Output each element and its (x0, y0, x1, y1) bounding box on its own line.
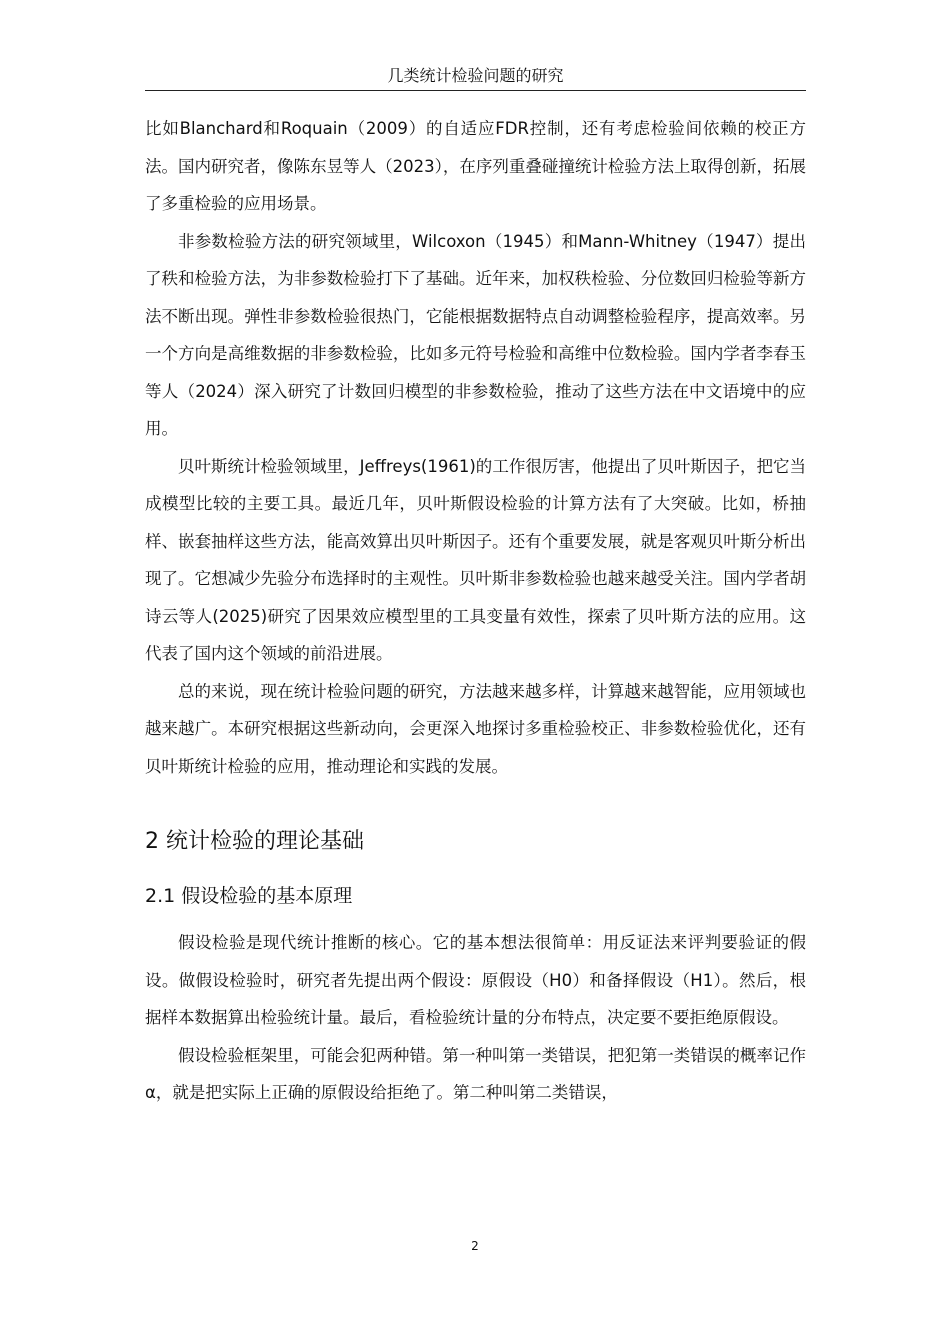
running-header: 几类统计检验问题的研究 (145, 64, 806, 91)
paragraph-nonparametric: 非参数检验方法的研究领域里，Wilcoxon（1945）和Mann-Whitney（1947）提出了秩和检验方法，为非参数检验打下了基础。近年来，加权秩检验、分位数回归检验等新方法不断出现。弹性非参数检验很热门，它能根据数据特点自动调整检验程序，提高效率。另一个方向是高维数据的非参数检验，比如多元符号检验和高维中位数检验。国内学者李春玉等人（2024）深入研究了计数回归模型的非参数检验，推动了这些方法在中文语境中的应用。 (145, 231, 806, 438)
paragraph-hypothesis-testing: 假设检验是现代统计推断的核心。它的基本想法很简单：用反证法来评判要验证的假设。做假设检验时，研究者先提出两个假设：原假设（H0）和备择假设（H1）。然后，根据样本数据算出检验统计量。最后，看检验统计量的分布特点，决定要不要拒绝原假设。 (145, 933, 806, 1027)
paragraph-bayesian: 贝叶斯统计检验领域里，Jeffreys(1961)的工作很厉害，他提出了贝叶斯因子，把它当成模型比较的主要工具。最近几年，贝叶斯假设检验的计算方法有了大突破。比如，桥抽样、嵌套抽样这些方法，能高效算出贝叶斯因子。还有个重要发展，就是客观贝叶斯分析出现了。它想减少先验分布选择时的主观性。贝叶斯非参数检验也越来越受关注。国内学者胡诗云等人(2025)研究了因果效应模型里的工具变量有效性，探索了贝叶斯方法的应用。这代表了国内这个领域的前沿进展。 (145, 456, 806, 663)
paragraph-error-types: 假设检验框架里，可能会犯两种错。第一种叫第一类错误，把犯第一类错误的概率记作α，就是把实际上正确的原假设给拒绝了。第二种叫第二类错误， (145, 1045, 806, 1102)
paragraph-continued: 比如Blanchard和Roquain（2009）的自适应FDR控制，还有考虑检验间依赖的校正方法。国内研究者，像陈东昱等人（2023），在序列重叠碰撞统计检验方法上取得创新，拓展了多重检验的应用场景。 (145, 119, 806, 213)
paragraph-summary: 总的来说，现在统计检验问题的研究，方法越来越多样，计算越来越智能，应用领域也越来越广。本研究根据这些新动向，会更深入地探讨多重检验校正、非参数检验优化，还有贝叶斯统计检验的应用，推动理论和实践的发展。 (145, 681, 806, 776)
subsection-heading: 2.1 假设检验的基本原理 (145, 885, 353, 907)
page-number: 2 (471, 1239, 479, 1253)
section-heading: 2 统计检验的理论基础 (145, 829, 364, 854)
page-content (145, 110, 806, 1112)
